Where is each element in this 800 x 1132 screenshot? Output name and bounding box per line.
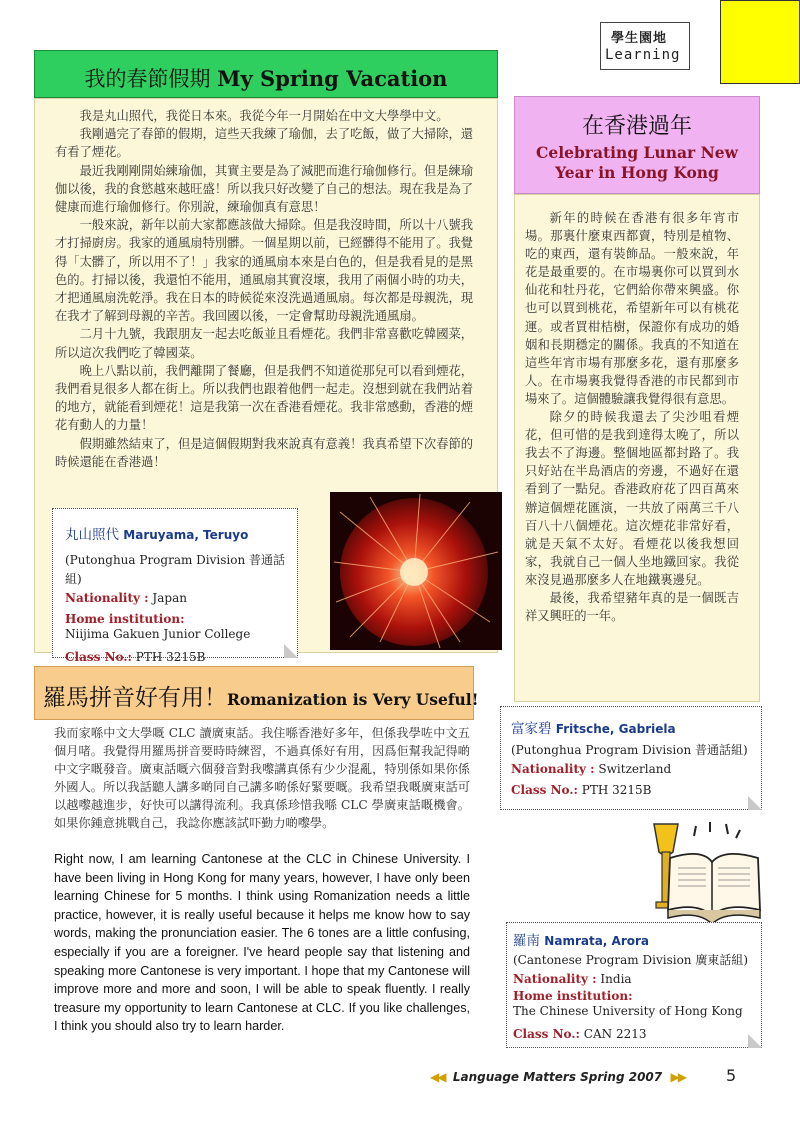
author-nationality: Nationality : Switzerland <box>511 762 672 776</box>
article1-paragraph: 假期雖然結束了，但是這個假期對我來說真有意義！我真希望下次春節的時候還能在香港過！ <box>55 436 474 469</box>
article2-text <box>525 209 739 625</box>
fireworks-photo <box>330 492 502 650</box>
author-name: 富家碧 Fritsche, Gabriela <box>511 721 676 737</box>
author-institution: Niijima Gakuen Junior College <box>65 627 251 641</box>
author-institution-label: Home institution: <box>65 612 185 626</box>
author-card-namrata <box>506 922 762 1048</box>
article1-title-zh: 我的春節假期 <box>84 67 211 91</box>
page-fold-corner <box>748 796 762 810</box>
article1-header <box>34 50 498 98</box>
author-institution: The Chinese University of Hong Kong <box>513 1004 743 1018</box>
article2-header <box>514 96 760 194</box>
article3-title-zh: 羅馬拼音好有用！ <box>43 685 227 711</box>
section-header <box>600 22 690 70</box>
author-division: (Putonghua Program Division 普通話組) <box>511 743 748 757</box>
author-nationality: Nationality : India <box>513 972 632 986</box>
article1-paragraph: 晚上八點以前，我們離開了餐廳，但是我們不知道從那兒可以看到煙花，我們看見很多人都在街上。所以我們也跟着他們一起走。沒想到就在我們站着的地方，就能看到煙花！這是我第一次在香港看煙花。我非常感動，香港的煙花有動人的力量！ <box>55 363 474 433</box>
author-division: (Putonghua Program Division 普通話組) <box>65 553 286 586</box>
next-arrows-icon: ▶▶ <box>670 1070 685 1084</box>
author-class: Class No.: PTH 3215B <box>511 783 652 797</box>
author-class: Class No.: CAN 2213 <box>513 1027 647 1041</box>
article3-text-zh: 我而家喺中文大學嘅 CLC 讀廣東話。我住喺香港好多年，但係我學咗中文五個月啫。我覺得用羅馬拼音要時時練習，不過真係好有用，因爲佢幫我記得啲中文字嘅發音。廣東話嘅六個發音對我嚟講真係有少少混亂，特別係如果你係外國人。所以我話聽人講多啲同自己講多啲係好緊要嘅。我希望我嘅廣東話可以越嚟越進步，好快可以講得流利。我真係珍惜我喺 CLC 學廣東話嘅機會。如果你鍾意挑戰自己，我諗你應該試吓勤力啲嚟學。 <box>54 726 470 830</box>
article2-paragraph: 新年的時候在香港有很多年宵市場。那裏什麼東西都賣，特別是植物、吃的東西，還有裝飾品。一般來說，年花是最重要的。在市場裏你可以買到水仙花和牡丹花，它們給你帶來興盛。你也可以買到桃花，希望新年可以有桃花運。或者買柑桔樹，保證你有成功的婚姻和長期穩定的關係。我真的不知道在這些年宵市場有那麼多花，還有那麼多人。在市場裏我覺得香港的市民都到市場來了。這個體驗讓我覺得很有意思。 <box>525 211 739 406</box>
author-class: Class No.: PTH 3215B <box>65 650 206 664</box>
author-card-fritsche <box>500 706 762 810</box>
section-title-zh: 學生園地 <box>611 31 668 46</box>
article3-title <box>43 679 479 712</box>
article1-paragraph: 一般來說，新年以前大家都應該做大掃除。但是我沒時間，所以十八號我才打掃廚房。我家的通風扇特別髒。一個星期以前，已經髒得不能用了。我覺得「太髒了，所以用不了！」我家的通風扇本來是白色的，但是我看見的是黑色的。打掃以後，我還怕不能用，通風扇其實沒壞，我用了兩個小時的功夫，才把通風扇洗乾淨。我在日本的時候從來沒洗過通風扇。每次都是母親洗，現在我才了解到母親的辛苦。我回國以後，一定會幫助母親洗通風扇。 <box>55 218 474 324</box>
author-institution-label: Home institution: <box>513 989 633 1003</box>
article2-paragraph: 除夕的時候我還去了尖沙咀看煙花，但可惜的是我到達得太晚了，所以我去不了海邊。整個地區都封路了。我只好站在半島酒店的旁邊，不過好在還看到了一點兒。香港政府花了四百萬來辦這個煙花匯演，一共放了兩萬三千八百八十八個煙花。這次煙花非常好看，就是天氣不太好。看煙花以後我想回家，我就自己一個人坐地鐵回家。我從來沒見過那麼多人在地鐵裏邊兒。 <box>525 410 739 587</box>
author-name: 羅南 Namrata, Arora <box>513 933 649 949</box>
author-nationality: Nationality : Japan <box>65 591 187 605</box>
article1-paragraph: 我是丸山照代，我從日本來。我從今年一月開始在中文大學學中文。 <box>79 109 449 123</box>
book-bell-icon <box>640 818 770 928</box>
article1-title <box>35 63 497 93</box>
footer-publication <box>430 1070 685 1084</box>
yellow-corner-block <box>720 0 800 84</box>
article2-paragraph: 最後，我希望豬年真的是一個既吉祥又興旺的一年。 <box>525 590 739 624</box>
article3-title-en: Romanization is Very Useful! <box>227 690 479 709</box>
article2-title-zh: 在香港過年 <box>581 114 692 139</box>
publication-name: Language Matters Spring 2007 <box>452 1070 663 1084</box>
article2-body <box>514 194 760 702</box>
article3-header <box>34 666 479 720</box>
page-fold-corner <box>748 1034 762 1048</box>
article1-paragraph: 二月十九號，我跟朋友一起去吃飯並且看煙花。我們非常喜歡吃韓國菜，所以這次我們吃了韓國菜。 <box>55 327 474 360</box>
page-number: 5 <box>726 1066 737 1085</box>
article1-text <box>55 107 483 471</box>
prev-arrows-icon: ◀◀ <box>430 1070 445 1084</box>
article1-paragraph: 最近我剛剛開始練瑜伽，其實主要是為了減肥而進行瑜伽修行。但是練瑜伽以後，我的食慾越來越旺盛！所以我只好改變了自己的想法。現在我是為了健康而進行瑜伽修行。你別說，練瑜伽真有意思！ <box>55 163 474 215</box>
article1-paragraph: 我剛過完了春節的假期，這些天我練了瑜伽，去了吃飯，做了大掃除，還有看了煙花。 <box>55 127 474 160</box>
page-fold-corner <box>284 644 298 658</box>
article3-text-en: Right now, I am learning Cantonese at the CLC in Chinese University. I have been living in Hong Kong for many years, however, I have only been learning Chinese for 5 months. I think using Romanization needs a little practice, however, it is really useful because it helps me know how to say words, making the pronunciation easier. The 6 tones are a little confusing, especially if you are a foreigner. I've heard people say that listening and speaking more Cantonese is very important. I hope that my Cantonese will improve more and more and soon, I will be able to speak fluently. I really treasure my opportunity to learn Cantonese at CLC. If you like challenges, I think you should also try to learn harder. <box>54 852 470 1034</box>
section-title-en: Learning <box>605 47 681 63</box>
article1-title-en: My Spring Vacation <box>217 66 448 91</box>
author-division: (Cantonese Program Division 廣東話組) <box>513 953 749 967</box>
author-name: 丸山照代 Maruyama, Teruyo <box>65 527 249 543</box>
author-card-maruyama <box>52 508 298 664</box>
article2-title-en: Celebrating Lunar New Year in Hong Kong <box>536 143 738 182</box>
